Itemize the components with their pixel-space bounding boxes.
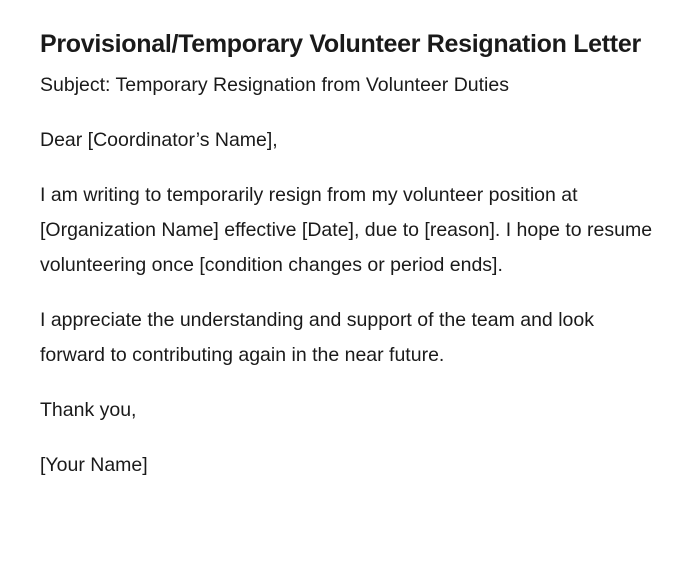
signature: [Your Name]: [40, 454, 148, 476]
closing: Thank you,: [40, 399, 137, 421]
subject-line: Subject: Temporary Resignation from Volunteer Duties: [40, 74, 509, 96]
body-paragraph-1: I am writing to temporarily resign from my volunteer position at [Organization Name] effective [Date], due to [reason]. I hope to resume volunteering once [condition changes or period ends].: [40, 184, 653, 276]
body-paragraph-2: I appreciate the understanding and support of the team and look forward to contributing again in the near future.: [40, 309, 594, 366]
letter-title: Provisional/Temporary Volunteer Resignation Letter: [40, 30, 641, 58]
salutation: Dear [Coordinator’s Name],: [40, 129, 278, 151]
